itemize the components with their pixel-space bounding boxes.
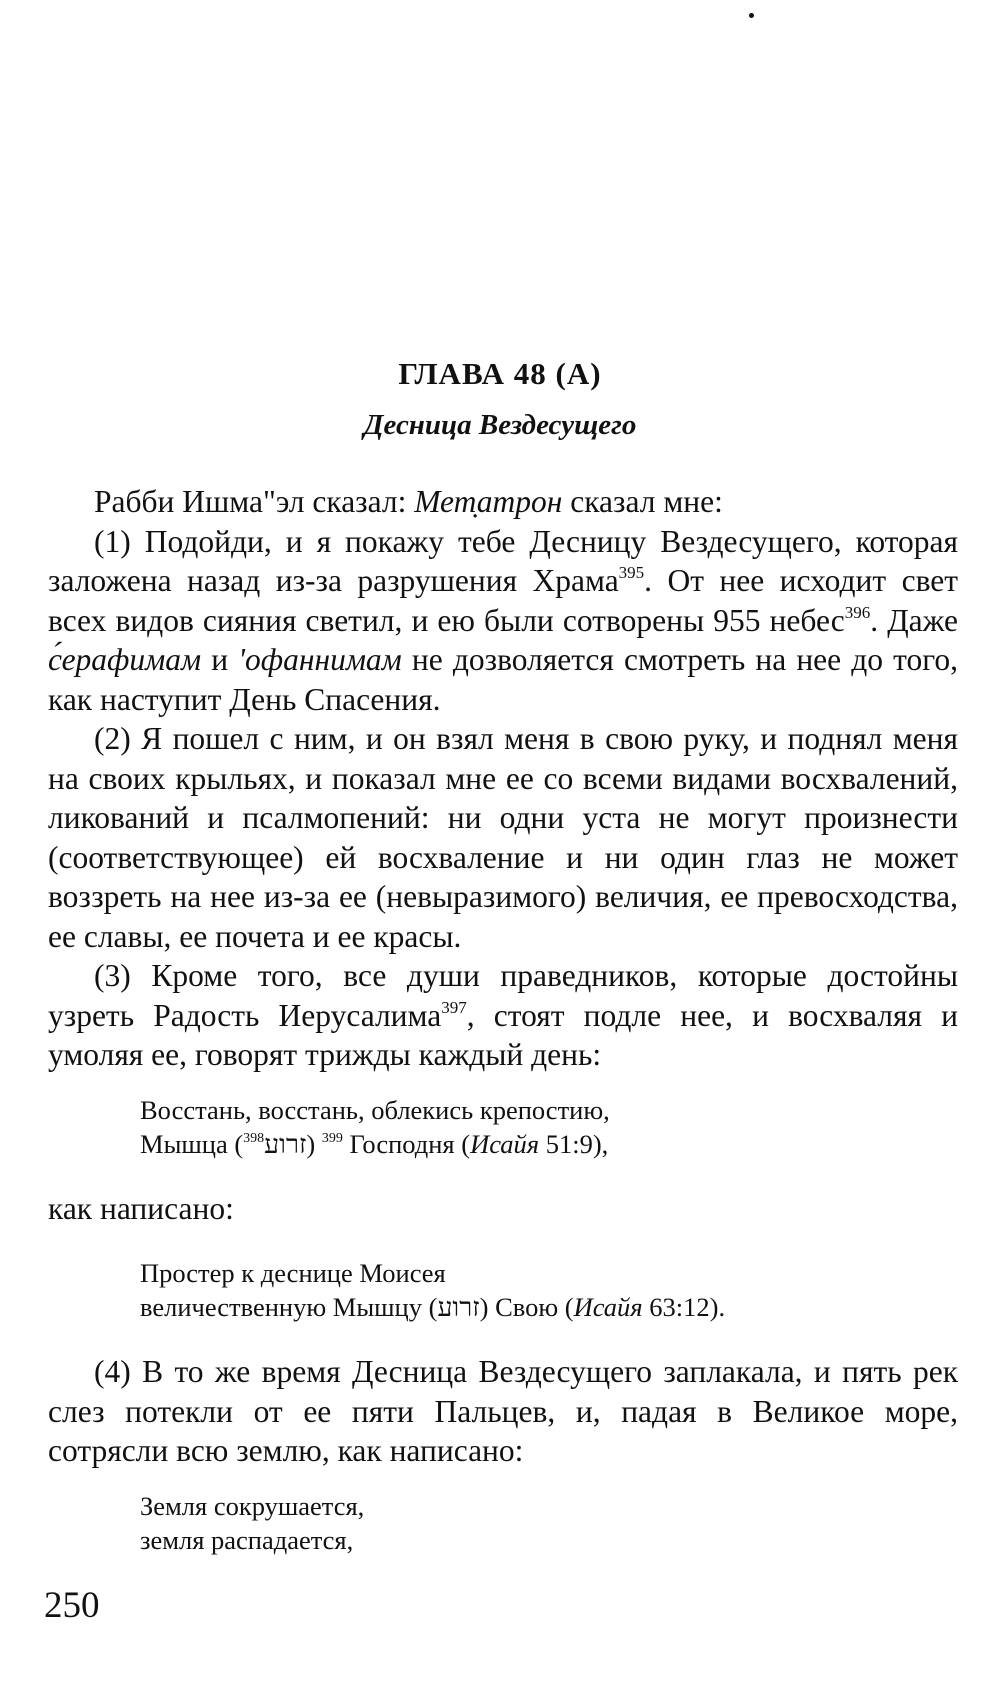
page-number: 250 <box>44 1585 100 1626</box>
quote-line: земля распадается, <box>140 1524 354 1555</box>
hebrew-word: זרוע <box>437 1292 480 1322</box>
scripture-quote-2 <box>140 1256 958 1324</box>
intro-paragraph: Рабби Ишма"эл сказал: Мет̣атрон сказал мне: <box>94 484 723 519</box>
footnote-ref: 395 <box>618 563 645 582</box>
footnote-ref: 396 <box>844 602 871 622</box>
paragraph-2: (2) Я пошел с ним, и он взял меня в свою руку, и поднял меня на своих крыльях, и показал мне ее со всеми видами восхвалений, ликований и псалмопений: ни одни уста не могут произнести (соответствующее) ей восхваление и ни один глаз не может воззреть на нее из-за ее (невыразимого) величия, ее превосходства, ее славы, ее почета и ее красы. <box>48 721 958 954</box>
paragraph-4: (4) В то же время Десница Вездесущего заплакала, и пять рек слез потекли от ее пяти Пальцев, и, падая в Великое море, сотрясли всю землю, как написано: <box>48 1354 958 1468</box>
reference-book: Исайя <box>470 1128 540 1159</box>
quote-line: Простер к деснице Моисея <box>140 1258 446 1288</box>
paragraph-1: (1) Подойди, и я покажу тебе Десницу Вездесущего, которая заложена назад из-за разрушения Храма$^{395}$. От нее исходит свет всех видов сияния светил, и ею были сотворены 955 небес$^{396}$. Даже с́ерафимам и 'офаннимам не дозволяется смотреть на нее до того, как наступит День Спасения. <box>48 523 959 717</box>
quote-line: Восстань, восстань, облекись крепостию, <box>140 1094 610 1125</box>
quote-line: величественную Мышцу (זרוע) Свою (Исайя 63:12). <box>140 1292 726 1322</box>
hebrew-word: זרוע <box>264 1128 307 1159</box>
quote-line: Мышца ($^{398}$זרוע) $^{399}$ Господня (Исайя 51:9), <box>140 1128 609 1159</box>
scripture-quote-1 <box>140 1093 958 1161</box>
term-serafim: с́ерафимам <box>48 642 202 677</box>
print-speck <box>749 13 754 18</box>
term-ofanim: 'офаннимам <box>238 642 402 677</box>
reference-book: Исайя <box>573 1292 643 1322</box>
footnote-ref: 397 <box>441 997 467 1017</box>
body-text <box>48 482 958 1557</box>
footnote-ref: 399 <box>321 1130 343 1146</box>
as-written-line: как написано: <box>48 1190 234 1226</box>
chapter-subtitle: Десница Вездесущего <box>363 409 637 441</box>
footnote-ref: 398 <box>243 1130 265 1146</box>
chapter-title: ГЛАВА 48 (А) <box>398 356 602 391</box>
quote-line: Земля сокрушается, <box>140 1490 365 1521</box>
scripture-quote-3 <box>140 1489 958 1557</box>
name-metatron: Мет̣атрон <box>414 484 563 519</box>
paragraph-3: (3) Кроме того, все души праведников, которые достойны узреть Радость Иерусалима$^{397}$, стоят подле нее, и восхваляя и умоляя ее, говорят трижды каждый день: <box>48 958 958 1072</box>
